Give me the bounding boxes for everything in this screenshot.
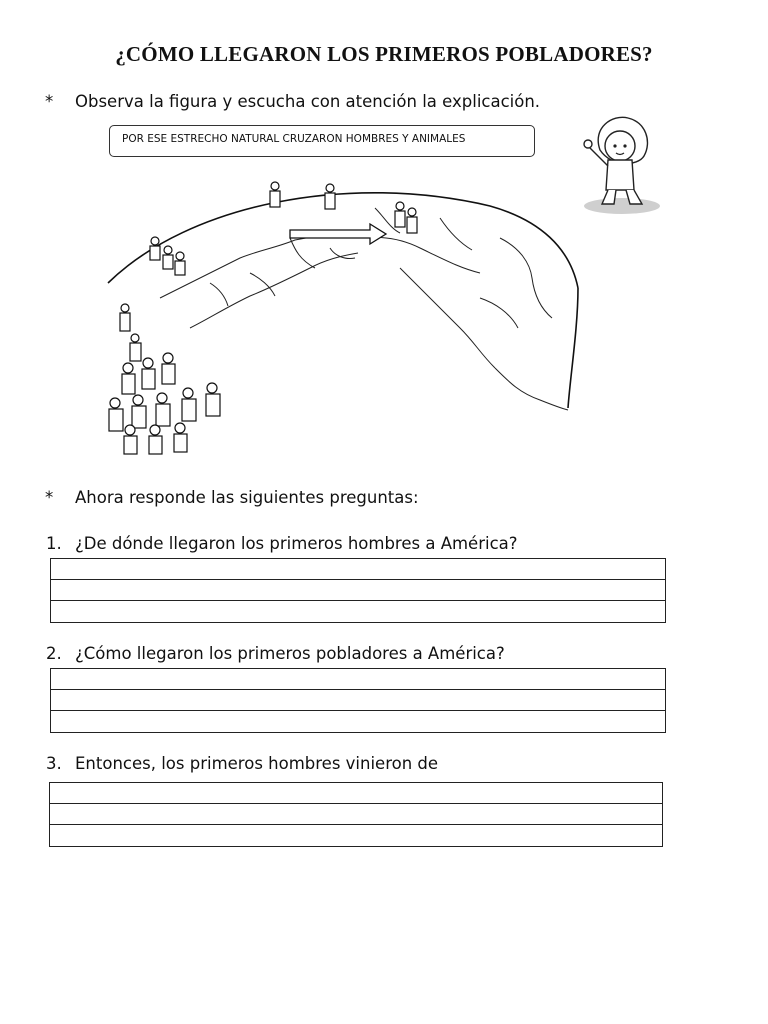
girl-cartoon-illustration (572, 108, 662, 218)
question-3-number: 3. (46, 754, 62, 773)
question-2 (46, 644, 505, 663)
answer-lines-1[interactable] (50, 558, 666, 623)
answer-line[interactable] (50, 783, 662, 804)
instruction-answer-text: Ahora responde las siguientes preguntas: (75, 488, 419, 507)
question-3-text: Entonces, los primeros hombres vinieron de (75, 754, 439, 773)
answer-line[interactable] (51, 601, 665, 622)
bullet-asterisk: * (45, 92, 54, 111)
answer-line[interactable] (51, 669, 665, 690)
answer-line[interactable] (50, 825, 662, 846)
question-1 (46, 534, 518, 553)
answer-line[interactable] (51, 580, 665, 601)
instruction-observe-text: Observa la figura y escucha con atención la explicación. (75, 92, 541, 111)
answer-line[interactable] (51, 711, 665, 732)
answer-line[interactable] (50, 804, 662, 825)
answer-line[interactable] (51, 559, 665, 580)
people-groups (109, 182, 417, 454)
migration-arrow (290, 224, 386, 244)
caption-box: POR ESE ESTRECHO NATURAL CRUZARON HOMBRES Y ANIMALES (109, 125, 535, 157)
question-2-text: ¿Cómo llegaron los primeros pobladores a América? (75, 644, 505, 663)
worksheet-title: ¿CÓMO LLEGARON LOS PRIMEROS POBLADORES? (115, 42, 653, 66)
answer-lines-2[interactable] (50, 668, 666, 733)
question-2-number: 2. (46, 644, 62, 663)
answer-line[interactable] (51, 690, 665, 711)
question-1-text: ¿De dónde llegaron los primeros hombres a América? (75, 534, 518, 553)
question-1-number: 1. (46, 534, 62, 553)
migration-globe-illustration (100, 178, 580, 463)
bullet-asterisk: * (45, 488, 54, 507)
instruction-observe (45, 92, 540, 111)
instruction-answer (45, 488, 419, 507)
question-3 (46, 754, 438, 773)
answer-lines-3[interactable] (49, 782, 663, 847)
